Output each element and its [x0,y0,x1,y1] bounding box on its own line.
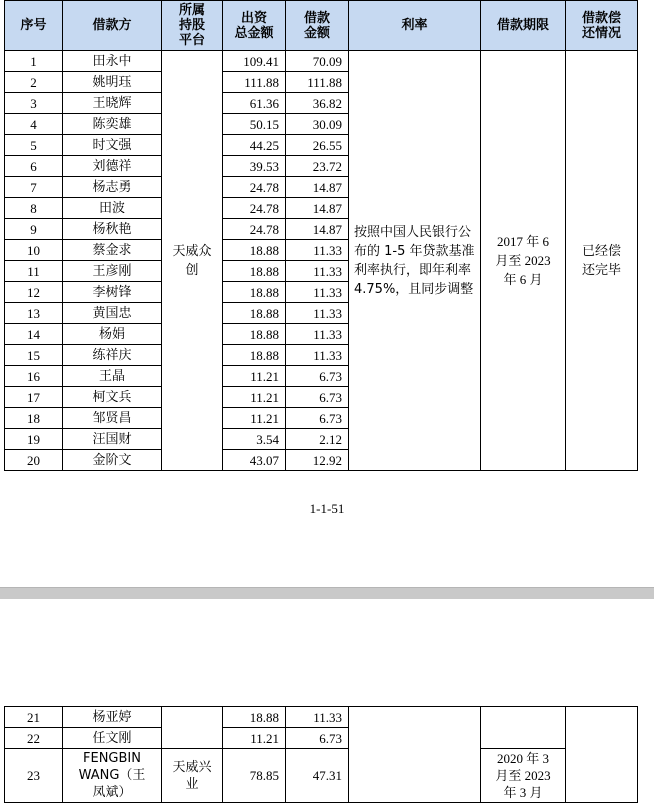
row-borrower-name: 黄国忠 [63,303,162,324]
row-loan-amount: 6.73 [286,728,349,749]
row-total-capital: 109.41 [223,51,286,72]
row-borrower-name: 刘德祥 [63,156,162,177]
row-seq: 4 [5,114,63,135]
row-loan-amount: 11.33 [286,324,349,345]
row-seq: 12 [5,282,63,303]
row-borrower-name: 任文刚 [63,728,162,749]
row-seq: 8 [5,198,63,219]
row-total-capital: 18.88 [223,303,286,324]
row-borrower-name: 田波 [63,198,162,219]
row-total-capital: 24.78 [223,219,286,240]
row-loan-amount: 70.09 [286,51,349,72]
row-borrower-name: 汪国财 [63,429,162,450]
page-separator [0,587,654,599]
repayment-cell-continued [566,707,638,803]
rate-cell-continued [349,707,481,803]
row-total-capital: 18.88 [223,282,286,303]
page-number: 1-1-51 [309,501,345,516]
row-borrower-name: 王晓辉 [63,93,162,114]
header-platform: 所属 持股 平台 [162,1,223,51]
table-row [5,749,638,803]
row-seq: 19 [5,429,63,450]
row-seq: 2 [5,72,63,93]
row-loan-amount: 12.92 [286,450,349,471]
row-borrower-name: 练祥庆 [63,345,162,366]
row-seq: 22 [5,728,63,749]
platform-cell-continued [162,707,223,749]
row-total-capital: 11.21 [223,728,286,749]
row-total-capital: 11.21 [223,366,286,387]
row-loan-amount: 23.72 [286,156,349,177]
row-seq: 15 [5,345,63,366]
row-loan-amount: 6.73 [286,408,349,429]
row-total-capital: 11.21 [223,408,286,429]
row-total-capital: 18.88 [223,261,286,282]
row-seq: 17 [5,387,63,408]
row-seq: 20 [5,450,63,471]
row-seq: 18 [5,408,63,429]
row-borrower-name: 李树锋 [63,282,162,303]
row-seq: 21 [5,707,63,728]
platform-cell: 天威众 创 [162,51,223,471]
period-cell: 2020 年 3 月至 2023 年 3 月 [481,749,566,803]
row-total-capital: 111.88 [223,72,286,93]
row-borrower-name: 杨秋艳 [63,219,162,240]
row-loan-amount: 11.33 [286,303,349,324]
row-borrower-name: 蔡金求 [63,240,162,261]
row-seq: 14 [5,324,63,345]
period-cell-continued [481,707,566,749]
row-seq: 11 [5,261,63,282]
header-loan-amount: 借款 金额 [286,1,349,51]
row-loan-amount: 47.31 [286,749,349,803]
row-seq: 5 [5,135,63,156]
row-seq: 6 [5,156,63,177]
row-loan-amount: 6.73 [286,387,349,408]
row-total-capital: 43.07 [223,450,286,471]
row-borrower-name: 王晶 [63,366,162,387]
table-row [5,51,638,72]
row-seq: 3 [5,93,63,114]
rate-cell: 按照中国人民银行公布的 1-5 年贷款基准利率执行，即年利率 4.75%，且同步调整 [349,51,481,471]
row-total-capital: 11.21 [223,387,286,408]
row-borrower-name: 金阶文 [63,450,162,471]
row-loan-amount: 2.12 [286,429,349,450]
row-loan-amount: 11.33 [286,707,349,728]
row-total-capital: 78.85 [223,749,286,803]
row-seq: 13 [5,303,63,324]
row-seq: 23 [5,749,63,803]
row-total-capital: 61.36 [223,93,286,114]
header-period: 借款期限 [481,1,566,51]
row-total-capital: 3.54 [223,429,286,450]
row-loan-amount: 26.55 [286,135,349,156]
row-total-capital: 44.25 [223,135,286,156]
row-total-capital: 50.15 [223,114,286,135]
row-loan-amount: 6.73 [286,366,349,387]
row-loan-amount: 111.88 [286,72,349,93]
header-total-capital: 出资 总金额 [223,1,286,51]
platform-cell: 天威兴 业 [162,749,223,803]
row-loan-amount: 11.33 [286,240,349,261]
row-loan-amount: 14.87 [286,198,349,219]
row-borrower-name: 杨志勇 [63,177,162,198]
table-row [5,707,638,728]
row-seq: 16 [5,366,63,387]
row-total-capital: 18.88 [223,345,286,366]
row-borrower-name: 邹贤昌 [63,408,162,429]
row-seq: 9 [5,219,63,240]
row-total-capital: 24.78 [223,177,286,198]
row-seq: 7 [5,177,63,198]
repayment-cell: 已经偿 还完毕 [566,51,638,471]
row-loan-amount: 11.33 [286,345,349,366]
row-total-capital: 18.88 [223,324,286,345]
row-loan-amount: 11.33 [286,282,349,303]
row-loan-amount: 36.82 [286,93,349,114]
row-borrower-name: 姚明珏 [63,72,162,93]
row-loan-amount: 11.33 [286,261,349,282]
header-rate: 利率 [349,1,481,51]
row-loan-amount: 14.87 [286,177,349,198]
row-borrower-name: 杨亚婷 [63,707,162,728]
period-cell: 2017 年 6 月至 2023 年 6 月 [481,51,566,471]
loan-table-page-2 [4,706,638,803]
row-seq: 1 [5,51,63,72]
row-total-capital: 39.53 [223,156,286,177]
row-borrower-name: 田永中 [63,51,162,72]
header-seq: 序号 [5,1,63,51]
row-borrower-name: 陈奕雄 [63,114,162,135]
row-borrower-name: 柯文兵 [63,387,162,408]
row-borrower-name: 时文强 [63,135,162,156]
header-borrower: 借款方 [63,1,162,51]
row-borrower-name: 王彦刚 [63,261,162,282]
loan-table-page-1 [4,0,638,471]
header-repayment: 借款偿 还情况 [566,1,638,51]
row-total-capital: 24.78 [223,198,286,219]
row-total-capital: 18.88 [223,240,286,261]
row-loan-amount: 14.87 [286,219,349,240]
row-borrower-name: 杨娟 [63,324,162,345]
row-loan-amount: 30.09 [286,114,349,135]
row-borrower-name: FENGBIN WANG（王 凤斌） [63,749,162,803]
row-seq: 10 [5,240,63,261]
row-total-capital: 18.88 [223,707,286,728]
